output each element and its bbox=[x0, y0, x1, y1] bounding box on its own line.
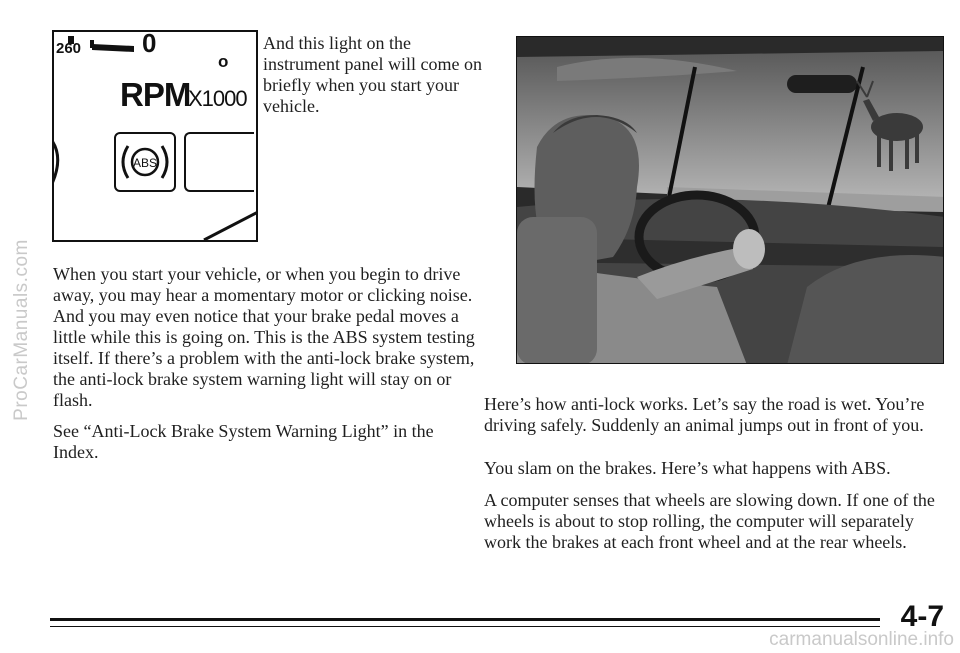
footer-rule-thin bbox=[50, 626, 880, 627]
slam-brakes-paragraph: You slam on the brakes. Here’s what happens with ABS. bbox=[484, 458, 891, 478]
watermark-left-text: ProCarManuals.com bbox=[11, 239, 33, 421]
x1000-label: X1000 bbox=[188, 86, 247, 111]
intro-light-paragraph: And this light on the instrument panel will come on briefly when you start your vehicle. bbox=[263, 33, 482, 116]
computer-senses-paragraph: A computer senses that wheels are slowing down. If one of the wheels is about to stop rolling, the computer will separately work the brakes at each front wheel and at the rear wheels. bbox=[484, 490, 935, 552]
watermark-bottom-text: carmanualsonline.info bbox=[769, 629, 954, 650]
watermark-vertical bbox=[4, 80, 40, 580]
abs-icon bbox=[116, 134, 174, 190]
how-abs-works-paragraph: Here’s how anti-lock works. Let’s say the road is wet. You’re driving safely. Suddenly an animal jumps out in front of you. bbox=[484, 394, 925, 435]
rpm-label: RPM bbox=[120, 76, 191, 113]
abs-icon-text: ABS bbox=[132, 156, 158, 170]
gauge-o-label: o bbox=[218, 52, 229, 71]
footer-rule-thick bbox=[50, 618, 880, 621]
blank-indicator-light bbox=[184, 132, 254, 192]
driver-braking-illustration bbox=[516, 36, 944, 364]
gauge-zero-label: 0 bbox=[142, 30, 157, 58]
driver-deer-scene bbox=[517, 37, 944, 364]
abs-self-test-paragraph: When you start your vehicle, or when you begin to drive away, you may hear a momentary motor or clicking noise. And you may even notice that your brake pedal moves a little while this is going on. This is the ABS system testing itself. If there’s a problem with the anti-lock brake system, the anti-lock brake system warning light will stay on or flash. bbox=[53, 264, 475, 410]
abs-gauge-illustration bbox=[52, 30, 258, 242]
page-number: 4-7 bbox=[900, 600, 944, 633]
watermark-footer bbox=[769, 629, 954, 651]
gauge-tick-label: 260 bbox=[56, 40, 82, 57]
index-reference-paragraph: See “Anti-Lock Brake System Warning Light” in the Index. bbox=[53, 421, 434, 462]
abs-warning-light bbox=[114, 132, 176, 192]
